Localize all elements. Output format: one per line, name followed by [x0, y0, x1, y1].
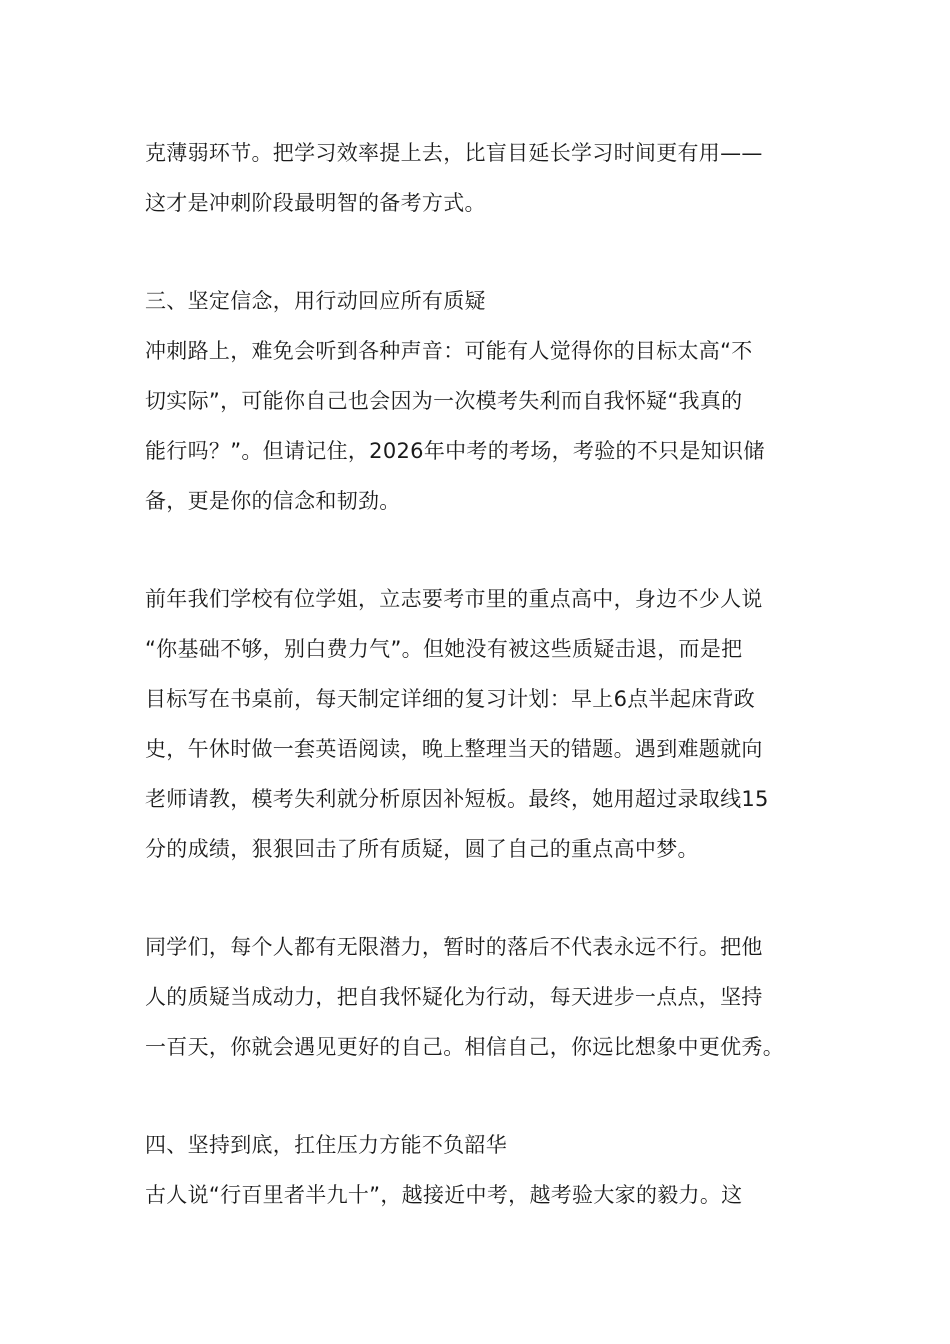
body-line: “你基础不够，别白费力气”。但她没有被这些质疑击退，而是把	[145, 637, 743, 661]
body-line: 冲刺路上，难免会听到各种声音：可能有人觉得你的目标太高“不	[145, 339, 753, 363]
section-heading: 四、坚持到底，扛住压力方能不负韶华	[145, 1133, 508, 1157]
body-line: 克薄弱环节。把学习效率提上去，比盲目延长学习时间更有用——	[145, 141, 763, 165]
paragraph-gap	[145, 228, 810, 276]
body-line: 古人说“行百里者半九十”，越接近中考，越考验大家的毅力。这	[145, 1183, 743, 1207]
body-line: 目标写在书桌前，每天制定详细的复习计划：早上6点半起床背政	[145, 687, 756, 711]
body-line: 同学们，每个人都有无限潜力，暂时的落后不代表永远不行。把他	[145, 935, 763, 959]
body-line: 史，午休时做一套英语阅读，晚上整理当天的错题。遇到难题就向	[145, 737, 763, 761]
body-line: 切实际”，可能你自己也会因为一次模考失利而自我怀疑“我真的	[145, 389, 743, 413]
paragraph-gap	[145, 1072, 810, 1120]
document-body	[145, 128, 810, 1220]
body-line: 老师请教，模考失利就分析原因补短板。最终，她用超过录取线15	[145, 787, 769, 811]
paragraph-gap	[145, 874, 810, 922]
section-heading: 三、坚定信念，用行动回应所有质疑	[145, 289, 486, 313]
body-line: 能行吗？”。但请记住，2026年中考的考场，考验的不只是知识储	[145, 439, 765, 463]
body-line: 一百天，你就会遇见更好的自己。相信自己，你远比想象中更优秀。	[145, 1035, 784, 1059]
body-line: 人的质疑当成动力，把自我怀疑化为行动，每天进步一点点，坚持	[145, 985, 763, 1009]
body-line: 前年我们学校有位学姐，立志要考市里的重点高中，身边不少人说	[145, 587, 763, 611]
paragraph-gap	[145, 526, 810, 574]
body-line: 这才是冲刺阶段最明智的备考方式。	[145, 191, 486, 215]
body-line: 分的成绩，狠狠回击了所有质疑，圆了自己的重点高中梦。	[145, 837, 699, 861]
body-line: 备，更是你的信念和韧劲。	[145, 489, 401, 513]
